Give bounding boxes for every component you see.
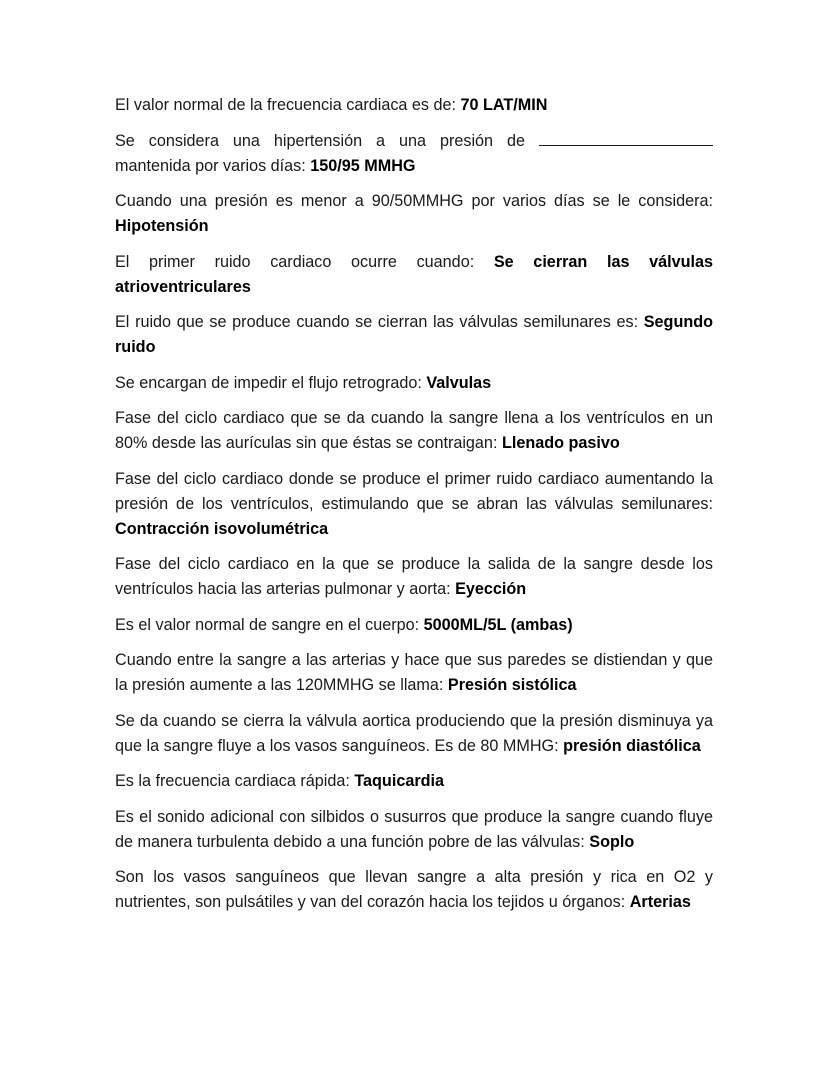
question-13	[115, 769, 713, 794]
question-text: Fase del ciclo cardiaco en la que se produce la salida de la sangre desde los ventrículos hacia las arterias pulmonar y aorta:	[115, 555, 713, 598]
question-text: Cuando una presión es menor a 90/50MMHG por varios días se le considera:	[115, 192, 713, 210]
question-text: Se encargan de impedir el flujo retrogrado:	[115, 373, 422, 392]
answer-text: Soplo	[589, 832, 635, 851]
question-text: Son los vasos sanguíneos que llevan sangre a alta presión y rica en O2 y nutrientes, son pulsátiles y van del corazón hacia los tejidos u órganos:	[115, 868, 713, 911]
answer-text: 70 LAT/MIN	[460, 96, 548, 114]
question-1	[115, 93, 713, 118]
question-text: El primer ruido cardiaco ocurre cuando:	[115, 252, 475, 271]
question-text: Se considera una hipertensión a una presión de	[115, 131, 526, 150]
answer-text: Eyección	[455, 580, 527, 598]
answer-text: 5000ML/5L (ambas)	[423, 615, 573, 634]
document-page	[115, 93, 713, 926]
question-2	[115, 129, 713, 179]
answer-text: Llenado pasivo	[501, 434, 620, 452]
question-text: Es la frecuencia cardiaca rápida:	[115, 772, 350, 790]
question-5	[115, 310, 713, 360]
question-text: Cuando entre la sangre a las arterias y hace que sus paredes se distiendan y que la presión aumente a las 120MMHG se llama:	[115, 651, 713, 694]
question-text: Fase del ciclo cardiaco donde se produce el primer ruido cardiaco aumentando la presión de los ventrículos, estimulando que se abran las válvulas semilunares:	[115, 469, 713, 513]
answer-text: Presión sistólica	[447, 676, 577, 694]
answer-text: Taquicardia	[354, 772, 445, 790]
answer-text: Segundo ruido	[115, 313, 713, 356]
question-10	[115, 613, 713, 638]
answer-text: presión diastólica	[563, 736, 701, 755]
answer-text: Arterias	[629, 893, 691, 911]
question-text: Se da cuando se cierra la válvula aortica produciendo que la presión disminuya ya que la sangre fluye a los vasos sanguíneos. Es de 80 MMHG:	[115, 711, 713, 755]
question-text: Es el sonido adicional con silbidos o susurros que produce la sangre cuando fluye de manera turbulenta debido a una función pobre de las válvulas:	[115, 807, 713, 851]
question-7	[115, 406, 713, 456]
question-6	[115, 371, 713, 396]
question-4	[115, 250, 713, 300]
answer-text: Se cierran las válvulas atrioventriculares	[115, 252, 714, 296]
answer-blank-line	[539, 131, 713, 146]
question-text: Fase del ciclo cardiaco que se da cuando la sangre llena a los ventrículos en un 80% desde las aurículas sin que éstas se contraigan:	[115, 409, 713, 452]
answer-text: Contracción isovolumétrica	[115, 519, 329, 538]
question-text-continued: mantenida por varios días:	[115, 156, 306, 175]
question-3	[115, 189, 713, 239]
question-14	[115, 805, 713, 855]
answer-text: Hipotensión	[115, 217, 209, 235]
question-text: El valor normal de la frecuencia cardiaca es de:	[115, 96, 457, 114]
answer-text: Valvulas	[426, 373, 492, 392]
answer-text: 150/95 MMHG	[310, 156, 416, 175]
question-11	[115, 648, 713, 698]
question-9	[115, 552, 713, 602]
question-text: El ruido que se produce cuando se cierran las válvulas semilunares es:	[115, 313, 639, 331]
question-8	[115, 467, 713, 542]
question-12	[115, 709, 713, 759]
question-text: Es el valor normal de sangre en el cuerpo:	[115, 615, 420, 634]
question-15	[115, 865, 713, 915]
